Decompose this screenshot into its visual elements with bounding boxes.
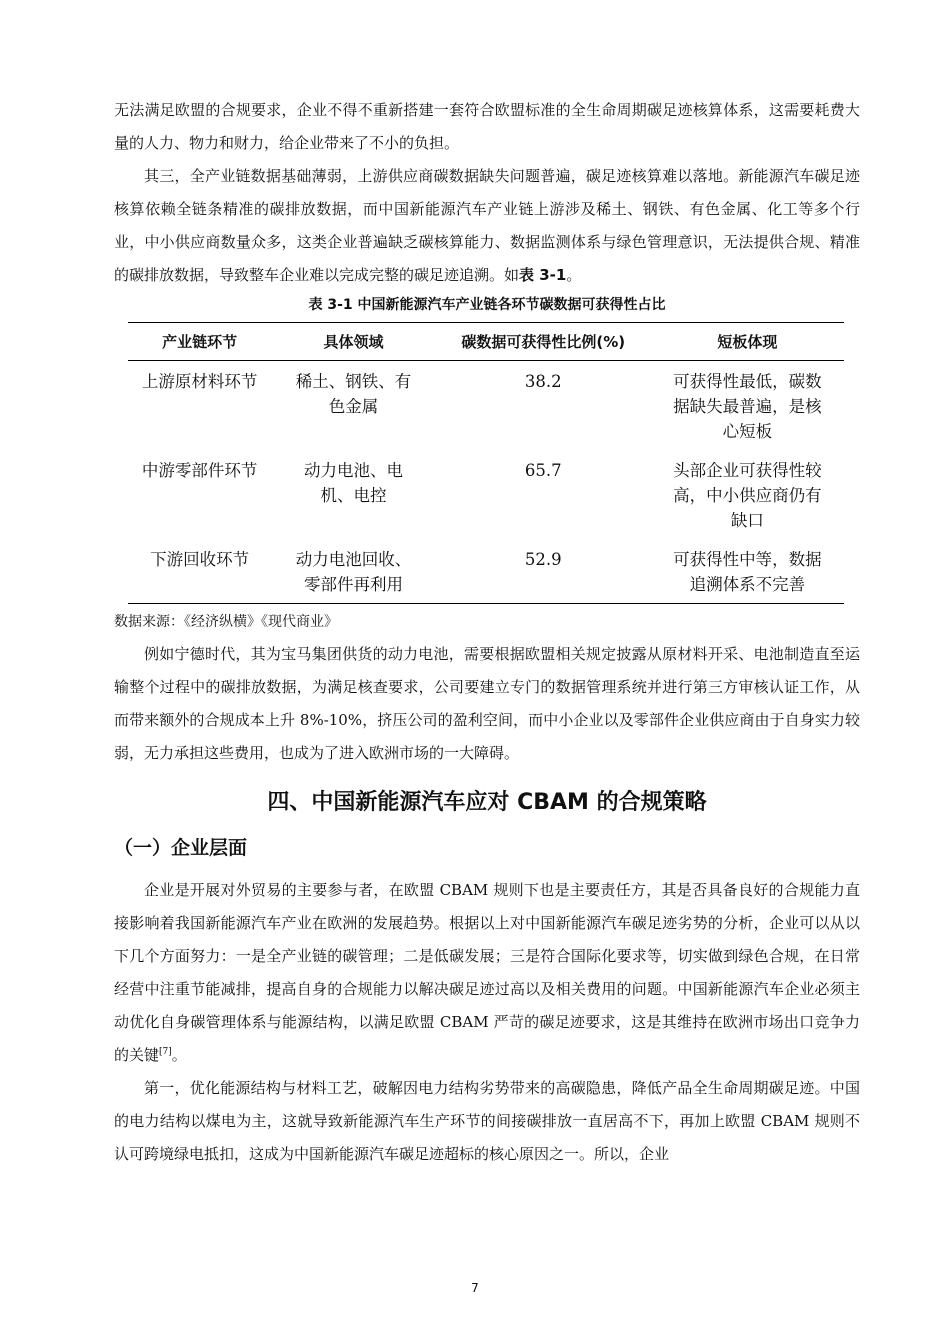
paragraph-tail: 。 [171,1046,187,1064]
table-cell: 头部企业可获得性较高，中小供应商仍有缺口 [673,461,822,530]
table-header-row [128,323,844,361]
table-row [128,361,844,451]
table-cell: 38.2 [524,372,562,391]
paragraph-text: 企业是开展对外贸易的主要参与者，在欧盟 CBAM 规则下也是主要责任方，其是否具备良好的合规能力直接影响着我国新能源汽车产业在欧洲的发展趋势。根据以上对中国新能源汽车碳足迹劣势的分析，企业可以从以下几个方面努力：一是全产业链的碳管理；二是低碳发展；三是符合国际化要求等，切实做到绿色合规，在日常经营中注重节能减排，提高自身的合规能力以解决碳足迹过高以及相关费用的问题。中国新能源汽车企业必须主动优化自身碳管理体系与能源结构，以满足欧盟 CBAM 严苛的碳足迹要求，这是其维持在欧洲市场出口竞争力的关键 [114,881,860,1064]
table-cell: 动力电池、电机、电控 [304,461,404,505]
header-cell: 具体领域 [271,323,436,361]
table-cell: 下游回收环节 [128,539,271,604]
page-number: 7 [471,1281,479,1295]
paragraph-continued: 无法满足欧盟的合规要求，企业不得不重新搭建一套符合欧盟标准的全生命周期碳足迹核算体系，这需要耗费大量的人力、物力和财力，给企业带来了不小的负担。 [114,101,860,152]
table-reference: 表 3-1 [519,266,567,284]
paragraph-text: 其三，全产业链数据基础薄弱，上游供应商碳数据缺失问题普遍，碳足迹核算难以落地。新能源汽车碳足迹核算依赖全链条精准的碳排放数据，而中国新能源汽车产业链上游涉及稀土、钢铁、有色金属、化工等多个行业，中小供应商数量众多，这类企业普遍缺乏碳核算能力、数据监测体系与绿色管理意识，无法提供合规、精准的碳排放数据，导致整车企业难以完成完整的碳足迹追溯。如 [114,167,860,284]
paragraph-third-point [114,160,860,292]
paragraph-enterprise [114,874,860,1072]
paragraph-tail: 。 [566,266,582,284]
citation-marker[interactable]: [7] [159,1047,172,1057]
page-content [114,94,860,1171]
table-source: 数据来源：《经济纵横》《现代商业》 [114,614,338,630]
paragraph-first-point: 第一，优化能源结构与材料工艺，破解因电力结构劣势带来的高碳隐患，降低产品全生命周期碳足迹。中国的电力结构以煤电为主，这就导致新能源汽车生产环节的间接碳排放一直居高不下，再加上欧盟 CBAM 规则不认可跨境绿电抵扣，这成为中国新能源汽车碳足迹超标的核心原因之一。所以，企业 [114,1079,860,1163]
table-row [128,539,844,604]
table-cell: 可获得性最低，碳数据缺失最普遍，是核心短板 [673,372,822,441]
header-cell: 短板体现 [651,323,844,361]
table-cell: 52.9 [436,539,651,604]
section-heading: 四、中国新能源汽车应对 CBAM 的合规策略 [267,790,707,815]
subsection-heading: （一）企业层面 [114,837,248,859]
table-cell: 稀土、钢铁、有色金属 [295,372,412,416]
table-cell: 上游原材料环节 [141,372,258,391]
table-cell: 可获得性中等，数据追溯体系不完善 [651,539,844,604]
data-table [128,322,844,604]
table-cell: 动力电池回收、零部件再利用 [271,539,436,604]
paragraph-example: 例如宁德时代，其为宝马集团供货的动力电池，需要根据欧盟相关规定披露从原材料开采、电池制造直至运输整个过程中的碳排放数据，为满足核查要求，公司要建立专门的数据管理系统并进行第三方审核认证工作，从而带来额外的合规成本上升 8%-10%，挤压公司的盈利空间，而中小企业以及零部件企业供应商由于自身实力较弱，无力承担这些费用，也成为了进入欧洲市场的一大障碍。 [114,645,860,762]
header-cell: 碳数据可获得性比例(%) [436,323,651,361]
table-cell: 中游零部件环节 [141,461,258,480]
table-row [128,450,844,539]
table-caption: 表 3-1 中国新能源汽车产业链各环节碳数据可获得性占比 [308,297,666,313]
table-cell: 65.7 [524,461,562,480]
header-cell: 产业链环节 [128,323,271,361]
